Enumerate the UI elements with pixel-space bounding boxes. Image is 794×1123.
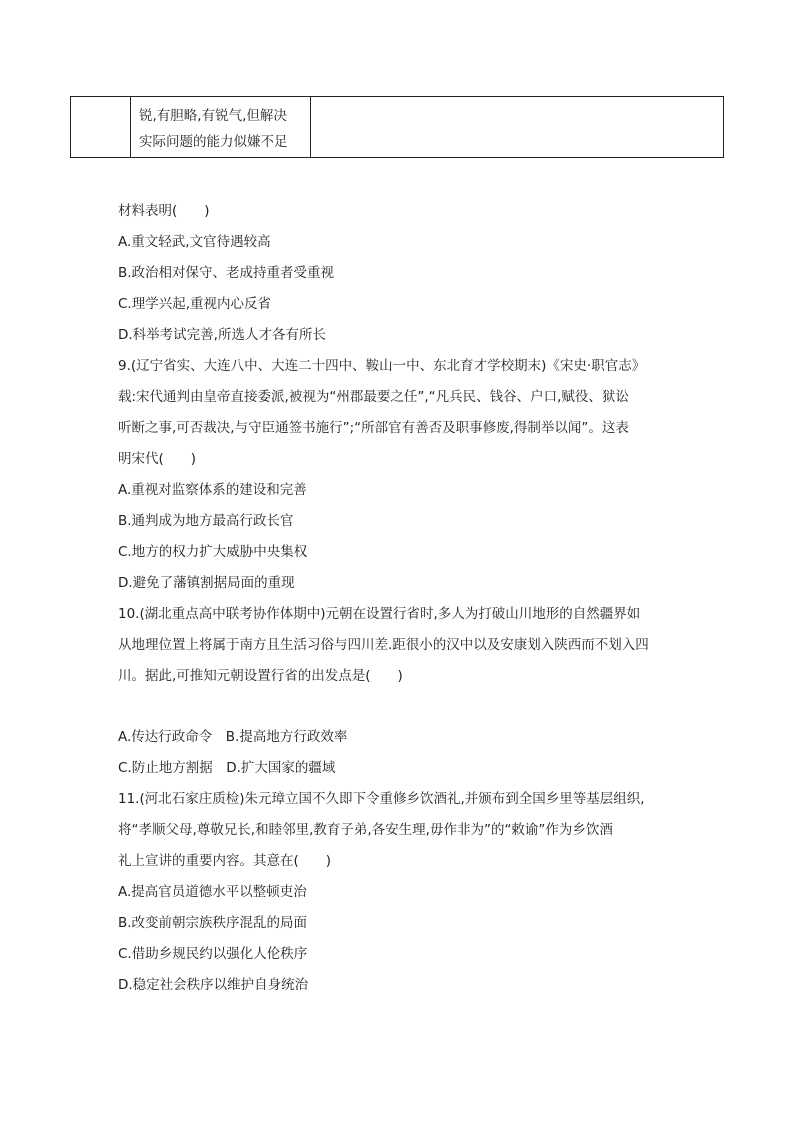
answer-options-row: A.传达行政命令 B.提高地方行政效率 [118, 729, 348, 745]
question-text-line: 从地理位置上将属于南方且生活习俗与四川差.距很小的汉中以及安康划入陕西而不划入四 [118, 637, 649, 653]
question-text-line: 载:宋代通判由皇帝直接委派,被视为“州郡最要之任”,“凡兵民、钱谷、户口,赋役、狱讼 [118, 389, 629, 405]
answer-option: A.重文轻武,文官待遇较高 [118, 234, 271, 250]
question-text-line: 礼上宣讲的重要内容。其意在( ) [118, 853, 332, 869]
answer-options-row: C.防止地方割据 D.扩大国家的疆域 [118, 760, 336, 776]
answer-option: B.通判成为地方最高行政长官 [118, 513, 294, 529]
answer-option: D.科举考试完善,所选人才各有所长 [118, 327, 326, 343]
answer-option: C.借助乡规民约以强化人伦秩序 [118, 946, 308, 962]
question-stem: 材料表明( ) [118, 203, 210, 219]
question-text-line: 11.(河北石家庄质检)朱元璋立国不久即下令重修乡饮酒礼,并颁布到全国乡里等基层组织, [118, 791, 645, 807]
question-text-line: 明宋代( ) [118, 451, 197, 467]
question-text-line: 将“孝顺父母,尊敬兄长,和睦邻里,教育子弟,各安生理,毋作非为”的“敕谕”作为乡饮酒 [118, 822, 613, 838]
table-cell-text [131, 97, 311, 157]
table-cell-empty-right [311, 97, 723, 157]
answer-option: D.稳定社会秩序以维护自身统治 [118, 977, 309, 993]
answer-option: A.提高官员道德水平以整顿吏治 [118, 884, 307, 900]
answer-option: C.理学兴起,重视内心反省 [118, 296, 272, 312]
question-text-line: 听断之事,可否裁决,与守臣通签书施行”;“所部官有善否及职事修废,得制举以闻”。这表 [118, 420, 629, 436]
answer-option: D.避免了藩镇割据局面的重现 [118, 575, 295, 591]
table-fragment [70, 96, 724, 158]
answer-option: C.地方的权力扩大威胁中央集权 [118, 544, 308, 560]
answer-option: B.政治相对保守、老成持重者受重视 [118, 265, 335, 281]
table-cell-line: 实际问题的能力似嫌不足 [139, 134, 288, 150]
table-cell-line: 锐,有胆略,有锐气,但解决 [139, 108, 287, 124]
answer-option: B.改变前朝宗族秩序混乱的局面 [118, 915, 308, 931]
question-text-line: 9.(辽宁省实、大连八中、大连二十四中、鞍山一中、东北育才学校期末)《宋史·职官志》 [118, 358, 646, 374]
table-cell-empty-left [71, 97, 131, 157]
spacer [118, 692, 698, 722]
questions-body [118, 196, 698, 1001]
answer-option: A.重视对监察体系的建设和完善 [118, 482, 307, 498]
question-text-line: 10.(湖北重点高中联考协作体期中)元朝在设置行省时,多人为打破山川地形的自然疆界如 [118, 606, 641, 622]
question-text-line: 川。据此,可推知元朝设置行省的出发点是( ) [118, 668, 403, 684]
